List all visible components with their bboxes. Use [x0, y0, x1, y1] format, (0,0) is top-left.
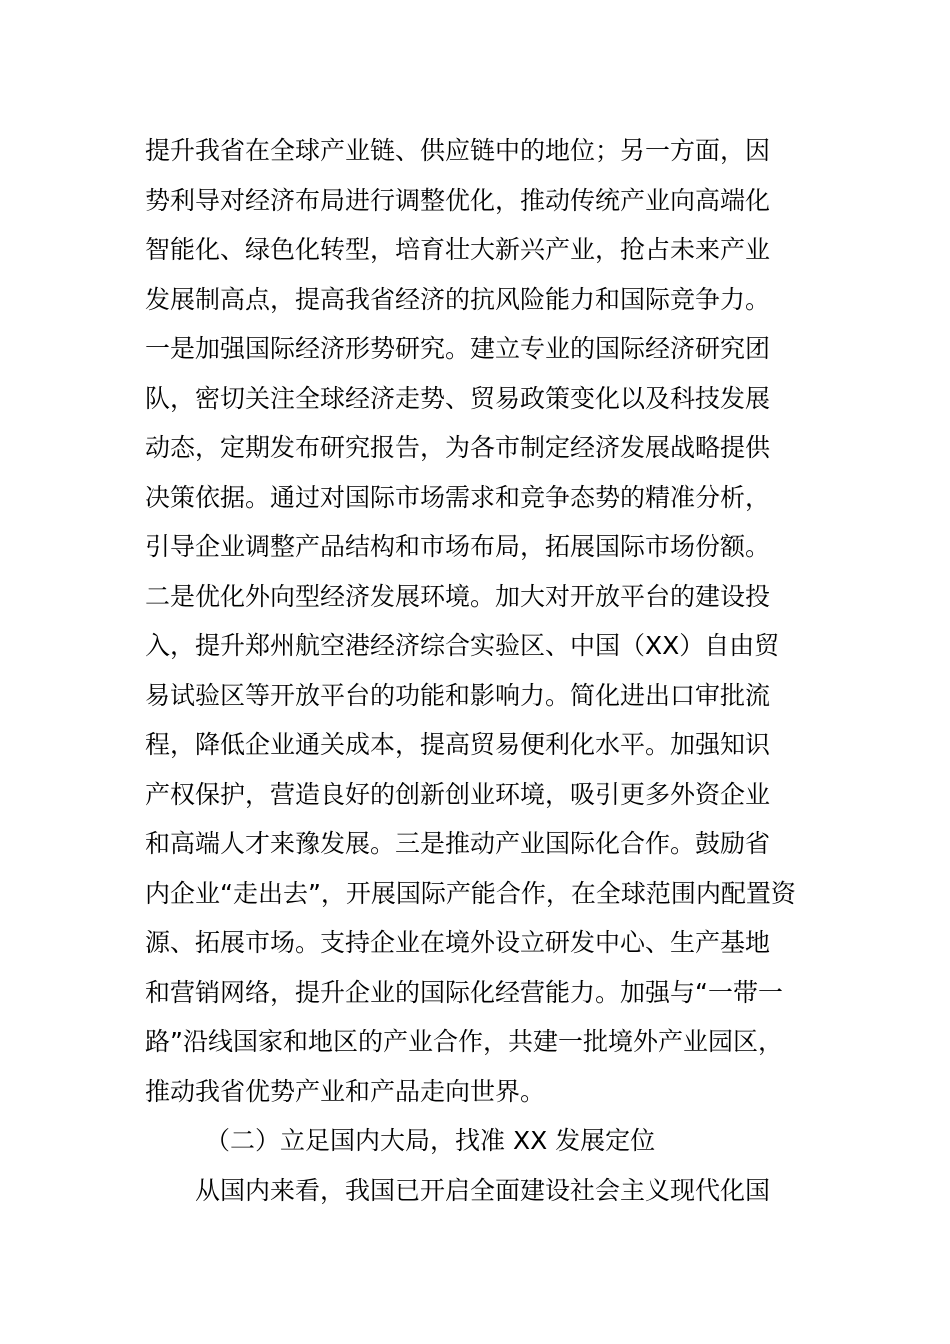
paragraph-start: 从国内来看，我国已开启全面建设社会主义现代化国 [195, 1175, 771, 1205]
body-line: 源、拓展市场。支持企业在境外设立研发中心、生产基地 [145, 928, 771, 957]
body-line: 二是优化外向型经济发展环境。加大对开放平台的建设投 [145, 581, 771, 611]
body-line: 发展制高点，提高我省经济的抗风险能力和国际竞争力。 [145, 284, 771, 314]
document-body [145, 126, 810, 1215]
body-line: 势利导对经济布局进行调整优化，推动传统产业向高端化 [145, 185, 771, 215]
body-line: 和高端人才来豫发展。三是推动产业国际化合作。鼓励省 [145, 829, 771, 858]
body-line: 易试验区等开放平台的功能和影响力。简化进出口审批流 [145, 680, 771, 710]
body-line: 路”沿线国家和地区的产业合作，共建一批境外产业园区， [145, 1027, 783, 1056]
body-line: 一是加强国际经济形势研究。建立专业的国际经济研究团 [145, 334, 771, 363]
body-line: 产权保护，营造良好的创新创业环境，吸引更多外资企业 [145, 779, 771, 809]
body-line: 入，提升郑州航空港经济综合实验区、中国（XX）自由贸 [145, 631, 780, 660]
body-line: 引导企业调整产品结构和市场布局，拓展国际市场份额。 [145, 532, 771, 561]
body-line: 程，降低企业通关成本，提高贸易便利化水平。加强知识 [145, 730, 771, 759]
body-line: 提升我省在全球产业链、供应链中的地位；另一方面，因 [145, 136, 771, 165]
body-line: 队，密切关注全球经济走势、贸易政策变化以及科技发展 [145, 383, 771, 413]
body-line: 内企业“走出去”，开展国际产能合作，在全球范围内配置资 [145, 878, 796, 908]
body-line: 决策依据。通过对国际市场需求和竞争态势的精准分析， [145, 482, 771, 512]
body-line: 推动我省优势产业和产品走向世界。 [145, 1076, 546, 1106]
body-line: 智能化、绿色化转型，培育壮大新兴产业，抢占未来产业 [145, 235, 771, 264]
body-line: 动态，定期发布研究报告，为各市制定经济发展战略提供 [145, 433, 771, 462]
section-heading: （二）立足国内大局，找准 XX 发展定位 [205, 1126, 656, 1155]
body-line: 和营销网络，提升企业的国际化经营能力。加强与“一带一 [145, 977, 783, 1007]
